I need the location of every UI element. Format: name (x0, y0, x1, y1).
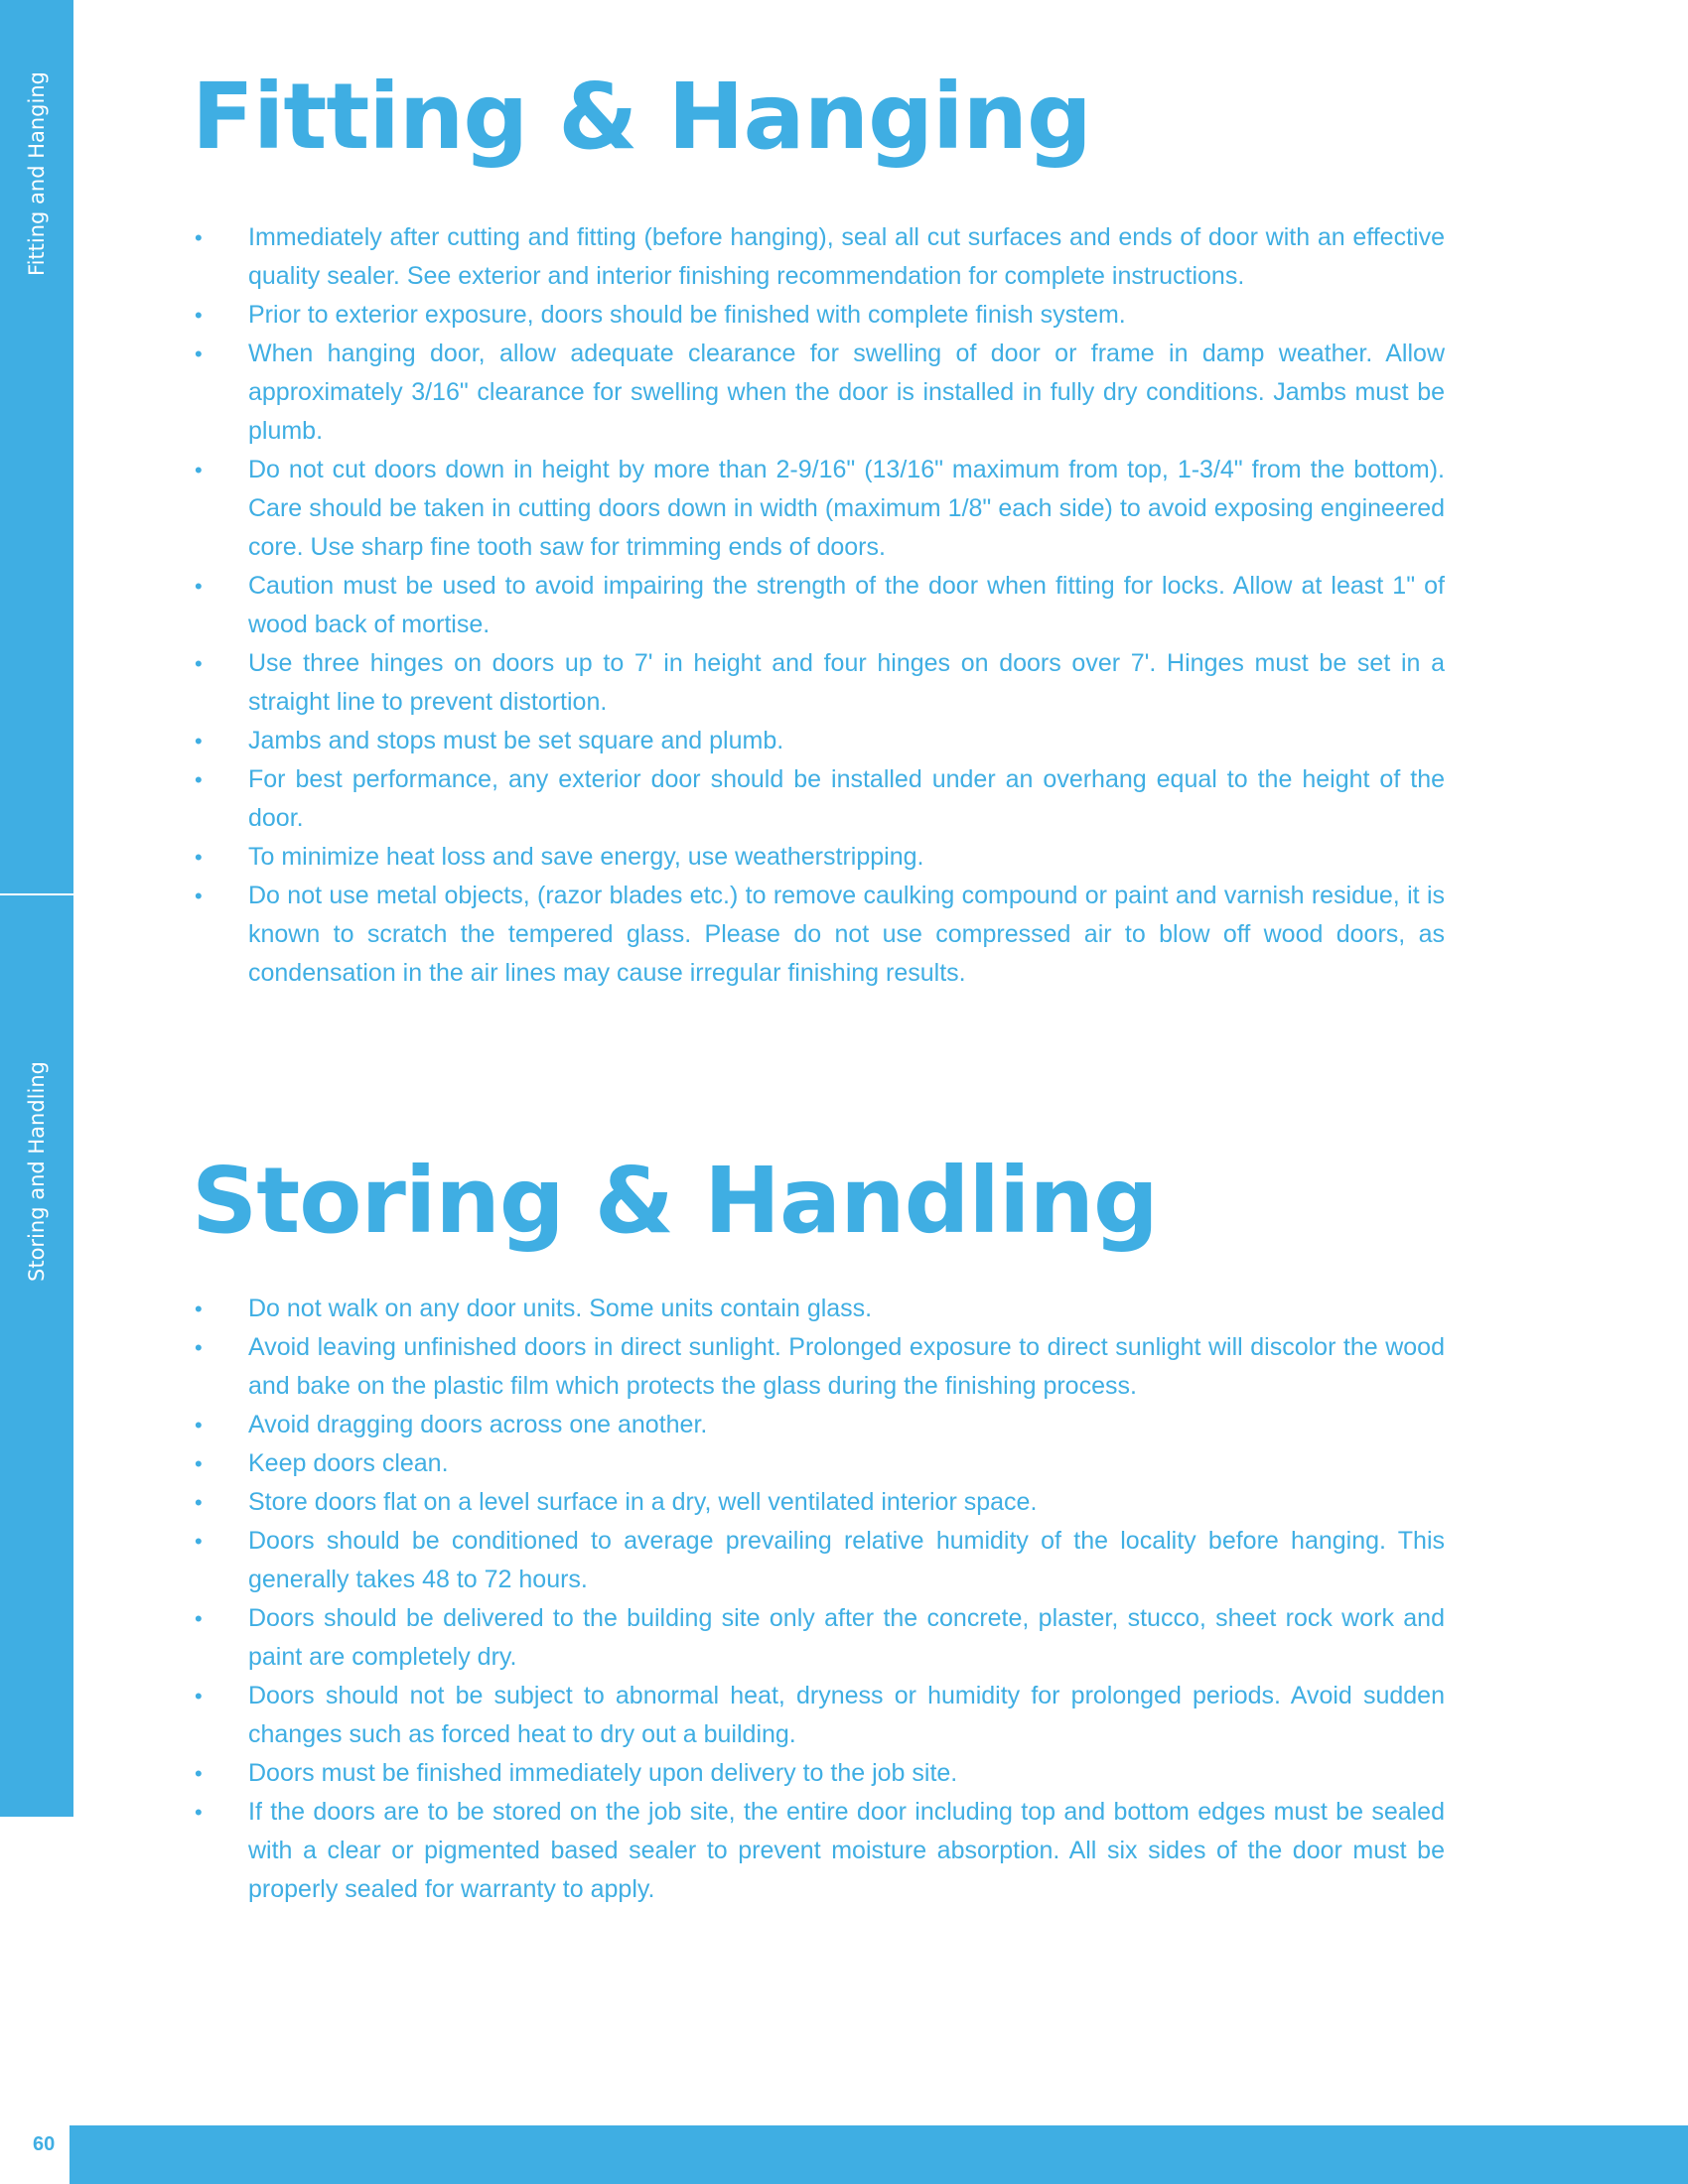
page-number: 60 (33, 2133, 56, 2155)
side-navigation-bar (0, 0, 73, 1817)
list-item: • Store doors flat on a level surface in a dry, well ventilated interior space. (192, 1483, 1445, 1522)
list-item: • To minimize heat loss and save energy, use weatherstripping. (192, 838, 1445, 877)
storing-handling-list (192, 1290, 1445, 1909)
list-item: • If the doors are to be stored on the job site, the entire door including top and bottom edges must be sealed with a clear or pigmented based sealer to prevent moisture absorption. All six sides of the door must be properly sealed for warranty to apply. (192, 1793, 1445, 1909)
section-title-fitting-hanging: Fitting & Hanging (192, 64, 1091, 170)
list-item: • Doors should be delivered to the building site only after the concrete, plaster, stucco, sheet rock work and paint are completely dry. (192, 1599, 1445, 1677)
list-item: • Caution must be used to avoid impairing the strength of the door when fitting for locks. Allow at least 1" of wood back of mortise. (192, 567, 1445, 644)
side-tab-divider (0, 893, 73, 895)
footer-bar (70, 2125, 1688, 2184)
list-item: • Do not use metal objects, (razor blades etc.) to remove caulking compound or paint and varnish residue, it is known to scratch the tempered glass. Please do not use compressed air to blow off wood doors, as condensation in the air lines may cause irregular finishing results. (192, 877, 1445, 993)
list-item: • Doors should be conditioned to average prevailing relative humidity of the locality before hanging. This generally takes 48 to 72 hours. (192, 1522, 1445, 1599)
list-item: • For best performance, any exterior door should be installed under an overhang equal to the height of the door. (192, 760, 1445, 838)
list-item: • Do not walk on any door units. Some units contain glass. (192, 1290, 1445, 1328)
side-tab-storing-and-handling (0, 993, 73, 1350)
fitting-hanging-list (192, 218, 1445, 993)
list-item: • Avoid dragging doors across one another. (192, 1406, 1445, 1444)
list-item: • Doors should not be subject to abnormal heat, dryness or humidity for prolonged periods. Avoid sudden changes such as forced heat to dry out a building. (192, 1677, 1445, 1754)
list-item: • Do not cut doors down in height by more than 2-9/16" (13/16" maximum from top, 1-3/4" from the bottom). Care should be taken in cutting doors down in width (maximum 1/8" each side) to avoid exposing engineered core. Use sharp fine tooth saw for trimming ends of doors. (192, 451, 1445, 567)
list-item: • Avoid leaving unfinished doors in direct sunlight. Prolonged exposure to direct sunlight will discolor the wood and bake on the plastic film which protects the glass during the finishing process. (192, 1328, 1445, 1406)
side-tab-label: Storing and Handling (25, 1061, 49, 1282)
side-tab-fitting-and-hanging (0, 0, 73, 347)
side-tab-label: Fitting and Hanging (25, 71, 49, 276)
list-item: • Use three hinges on doors up to 7' in height and four hinges on doors over 7'. Hinges must be set in a straight line to prevent distortion. (192, 644, 1445, 722)
list-item: • When hanging door, allow adequate clearance for swelling of door or frame in damp weather. Allow approximately 3/16" clearance for swelling when the door is installed in fully dry conditions. Jambs must be plumb. (192, 335, 1445, 451)
list-item: • Prior to exterior exposure, doors should be finished with complete finish system. (192, 296, 1445, 335)
section-title-storing-handling: Storing & Handling (192, 1148, 1158, 1254)
list-item: • Keep doors clean. (192, 1444, 1445, 1483)
list-item: • Doors must be finished immediately upon delivery to the job site. (192, 1754, 1445, 1793)
list-item: • Immediately after cutting and fitting (before hanging), seal all cut surfaces and ends of door with an effective quality sealer. See exterior and interior finishing recommendation for complete instructions. (192, 218, 1445, 296)
list-item: • Jambs and stops must be set square and plumb. (192, 722, 1445, 760)
